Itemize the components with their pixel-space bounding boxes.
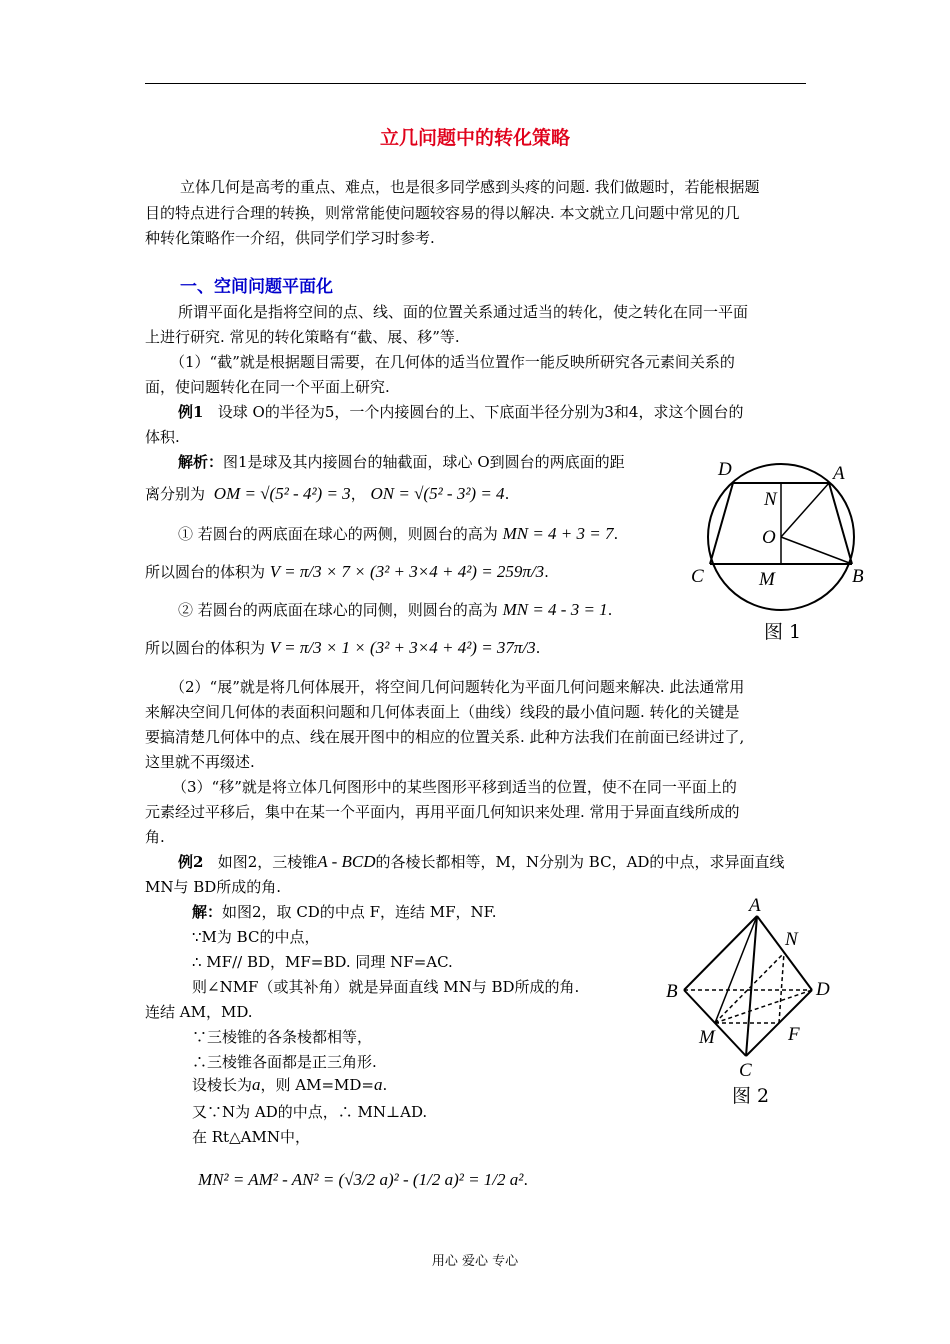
volume-2: 所以圆台的体积为 V = π/3 × 1 × (3² + 3×4 + 4²) = 37π/3.: [145, 638, 541, 657]
edge-equal-text: ，则 AM=MD=: [260, 1076, 374, 1094]
move-line-3: 角.: [145, 828, 165, 846]
tetrahedron-name: A - BCD: [317, 852, 376, 871]
volume-2-prefix: 所以圆台的体积为: [145, 639, 266, 657]
final-formula: MN² = AM² - AN² = (√3/2 a)² - (1/2 a)² = 1/2 a²: [198, 1170, 524, 1189]
example-1-label: 例1: [178, 403, 204, 421]
case-1: ① 若圆台的两底面在球心的两侧，则圆台的高为 MN = 4 + 3 = 7.: [178, 524, 619, 543]
edge-ad: [757, 916, 812, 990]
label-o: O: [762, 527, 776, 548]
om-formula: OM = √(5² - 4²) = 3: [213, 484, 351, 503]
example-1: [178, 400, 743, 424]
example-2-text-a: 如图2，三棱锥: [217, 853, 318, 871]
solution-2-line-6: ∵三棱锥的各条棱都相等，: [192, 1028, 373, 1046]
label-c2: C: [739, 1060, 752, 1081]
section-para-2: 上进行研究. 常见的转化策略有“截、展、移”等.: [145, 328, 460, 346]
unfold-line-1: （2）“展”就是将几何体展开，将空间几何问题转化为平面几何问题来解决. 此法通常用: [170, 678, 745, 696]
figure-1: [686, 455, 876, 650]
solution-1-text: 图1是球及其内接圆台的轴截面，球心 O到圆台的两底面的距: [223, 453, 625, 471]
unfold-line-3: 要搞清楚几何体中的点、线在展开图中的相应的位置关系. 此种方法我们在前面已经讲过了,: [145, 728, 745, 746]
solution-2-line-5: 连结 AM，MD.: [145, 1003, 253, 1021]
header-rule: [145, 83, 806, 84]
page-title: 立几问题中的转化策略: [379, 127, 570, 149]
radius-oa: [781, 483, 829, 537]
example-2: [178, 850, 784, 874]
page-footer: 用心 爱心 专心: [431, 1254, 519, 1269]
solution-2-text: 如图2，取 CD的中点 F，连结 MF，NF.: [222, 903, 497, 921]
radius-ob: [781, 537, 852, 564]
case-1-text: ① 若圆台的两底面在球心的两侧，则圆台的高为: [178, 525, 498, 543]
solution-2-line-7: ∴三棱锥各面都是正三角形.: [192, 1053, 377, 1071]
move-line-1: （3）“移”就是将立体几何图形中的某些图形平移到适当的位置，使不在同一平面上的: [172, 778, 737, 796]
case-2-formula: MN = 4 - 3 = 1: [502, 600, 608, 619]
example-2-line-2: MN与 BD所成的角.: [145, 878, 282, 896]
edge-ab: [684, 916, 757, 990]
distance-line: 离分别为 OM = √(5² - 4²) = 3， ON = √(5² - 3²) = 4.: [145, 484, 510, 503]
volume-1-formula: V = π/3 × 7 × (3² + 3×4 + 4²) = 259π/3: [269, 562, 545, 581]
label-f2: F: [788, 1024, 800, 1045]
intro-line-1: 立体几何是高考的重点、难点，也是很多同学感到头疼的问题. 我们做题时，若能根据题: [180, 178, 760, 196]
solution-1-label: 解析：: [178, 453, 224, 471]
on-formula: ON = √(5² - 3²) = 4: [370, 484, 505, 503]
section-heading: 一、空间问题平面化: [180, 277, 333, 297]
example-1-text: 设球 O的半径为5，一个内接圆台的上、下底面半径分别为3和4，求这个圆台的: [217, 403, 744, 421]
solution-1: [178, 450, 625, 474]
example-2-text-b: 的各棱长都相等，M，N分别为 BC，AD的中点，求异面直线: [375, 853, 785, 871]
label-n2: N: [785, 929, 798, 950]
solution-2-line-2: ∵M为 BC的中点，: [192, 928, 320, 946]
case-1-formula: MN = 4 + 3 = 7: [502, 524, 614, 543]
distance-prefix: 离分别为: [145, 485, 206, 503]
segment-md: [715, 990, 812, 1023]
label-a: A: [833, 463, 845, 484]
solution-2-line-4: 则∠NMF（或其补角）就是异面直线 MN与 BD所成的角.: [192, 978, 580, 996]
case-2: ② 若圆台的两底面在球心的同侧，则圆台的高为 MN = 4 - 3 = 1.: [178, 600, 613, 619]
label-c: C: [691, 566, 704, 587]
label-d: D: [718, 459, 732, 480]
cut-line-2: 面，使问题转化在同一个平面上研究.: [145, 378, 390, 396]
example-2-label: 例2: [178, 853, 204, 871]
final-equation: MN² = AM² - AN² = (√3/2 a)² - (1/2 a)² = 1/2 a².: [198, 1170, 529, 1189]
figure-2-caption: 图 2: [732, 1085, 770, 1107]
cut-line-1: （1）“截”就是根据题目需要，在几何体的适当位置作一能反映所研究各元素间关系的: [170, 353, 735, 371]
solution-2-line-8: 设棱长为a，则 AM=MD=a.: [192, 1075, 388, 1094]
example-1-line-2: 体积.: [145, 428, 180, 446]
volume-1-prefix: 所以圆台的体积为: [145, 563, 266, 581]
segment-nf: [779, 953, 784, 1023]
solution-2-line-9: 又∵N为 AD的中点，∴ MN⊥AD.: [192, 1103, 428, 1121]
edge-length-text: 设棱长为: [192, 1076, 253, 1094]
label-a2: A: [749, 895, 761, 916]
case-2-text: ② 若圆台的两底面在球心的同侧，则圆台的高为: [178, 601, 498, 619]
section-para-1: 所谓平面化是指将空间的点、线、面的位置关系通过适当的转化，使之转化在同一平面: [178, 303, 749, 321]
intro-line-3: 种转化策略作一介绍，供同学们学习时参考.: [145, 229, 435, 247]
label-b: B: [852, 566, 864, 587]
volume-1: 所以圆台的体积为 V = π/3 × 7 × (3² + 3×4 + 4²) = 259π/3.: [145, 562, 549, 581]
label-m: M: [759, 569, 775, 590]
solution-2-label: 解：: [192, 903, 223, 921]
label-m2: M: [699, 1027, 715, 1048]
label-b2: B: [666, 981, 678, 1002]
figure-1-caption: 图 1: [764, 621, 802, 643]
edge-variable-2: a: [374, 1075, 383, 1094]
solution-2-line-3: ∴ MF// BD，MF=BD. 同理 NF=AC.: [192, 953, 453, 971]
solution-2: [192, 900, 497, 924]
unfold-line-2: 来解决空间几何体的表面积问题和几何体表面上（曲线）线段的最小值问题. 转化的关键是: [145, 703, 740, 721]
edge-variable: a: [252, 1075, 261, 1094]
figure-2: [662, 890, 847, 1110]
intro-line-2: 目的特点进行合理的转换，则常常能使问题较容易的得以解决. 本文就立几问题中常见的几: [145, 204, 740, 222]
move-line-2: 元素经过平移后，集中在某一个平面内，再用平面几何知识来处理. 常用于异面直线所成的: [145, 803, 740, 821]
label-d2: D: [816, 979, 830, 1000]
solution-2-line-10: 在 Rt△AMN中，: [192, 1128, 310, 1146]
label-n: N: [764, 489, 777, 510]
volume-2-formula: V = π/3 × 1 × (3² + 3×4 + 4²) = 37π/3: [269, 638, 536, 657]
unfold-line-4: 这里就不再缀述.: [145, 753, 255, 771]
